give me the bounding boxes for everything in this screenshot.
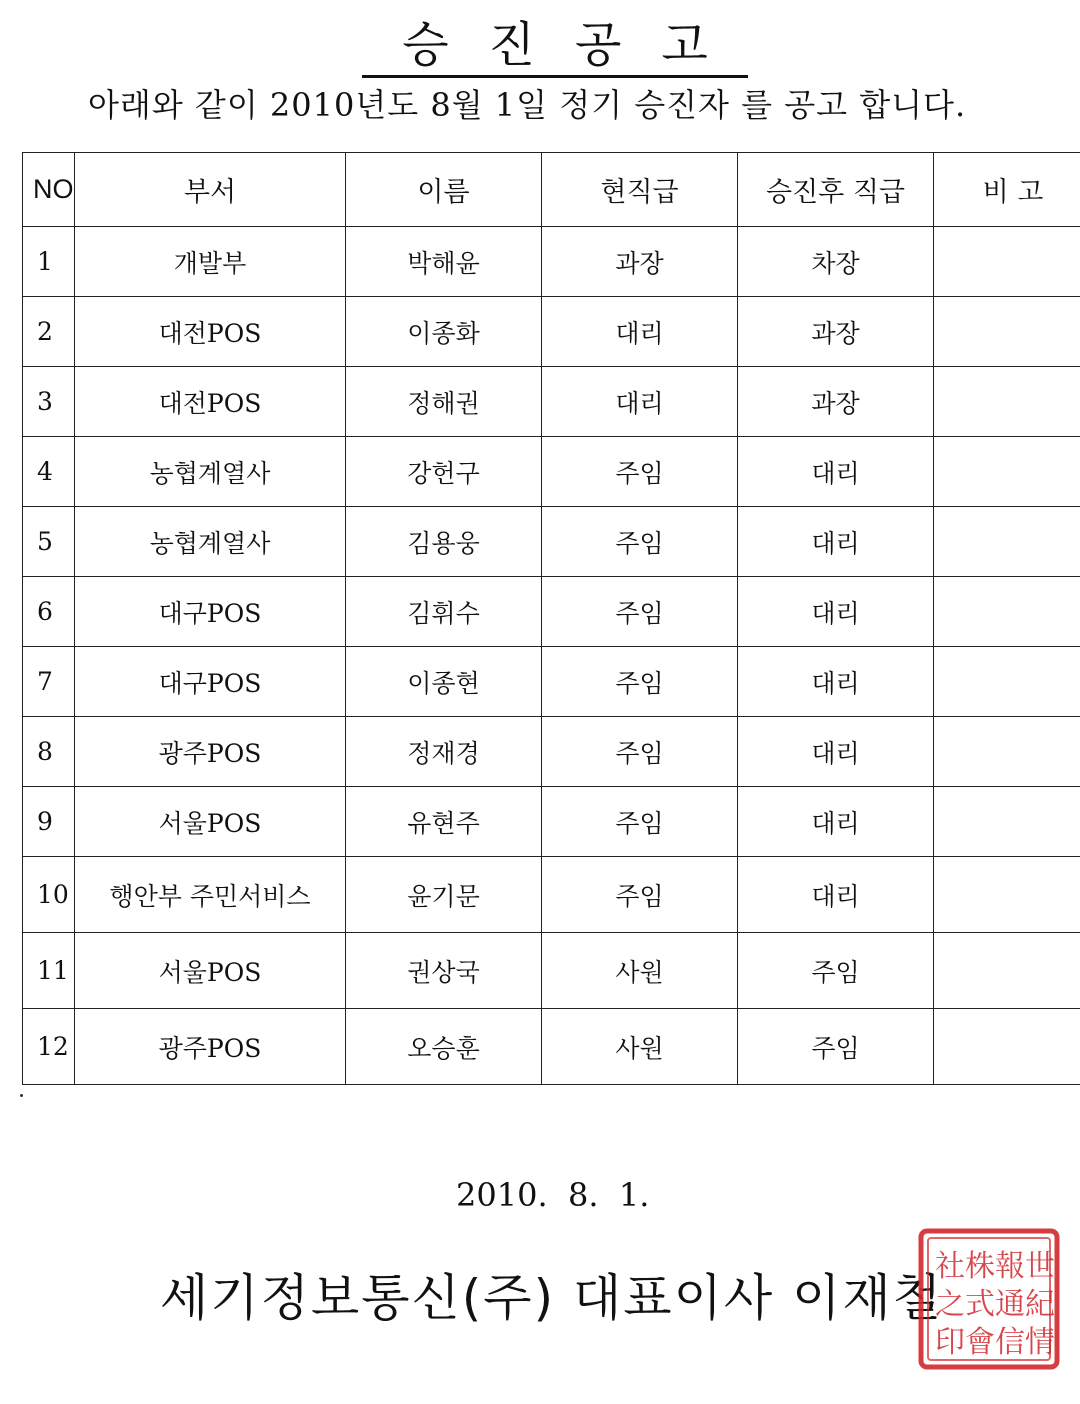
announcement-date: 2010. 8. 1. [456, 1176, 650, 1214]
table-row [23, 787, 1080, 857]
seal-glyph: 報 [995, 1249, 1025, 1284]
seal-glyph: 世 [1025, 1249, 1055, 1284]
signer-line: 세기정보통신(주) 대표이사 이재철 [160, 1269, 944, 1327]
cell-new-rank: 과장 [738, 297, 934, 367]
cell-current-rank: 주임 [542, 717, 738, 787]
table-row [23, 227, 1080, 297]
cell-remarks [934, 507, 1080, 577]
cell-no: 3 [23, 367, 75, 437]
seal-glyph: 株 [965, 1249, 995, 1284]
table-row [23, 857, 1080, 933]
cell-current-rank: 주임 [542, 787, 738, 857]
header-name: 이름 [346, 153, 542, 227]
cell-current-rank: 주임 [542, 507, 738, 577]
cell-department: 개발부 [75, 227, 346, 297]
cell-new-rank: 대리 [738, 717, 934, 787]
cell-new-rank: 대리 [738, 507, 934, 577]
table-row [23, 297, 1080, 367]
cell-current-rank: 사원 [542, 1009, 738, 1085]
cell-no: 2 [23, 297, 75, 367]
cell-no: 9 [23, 787, 75, 857]
seal-glyph: 信 [995, 1325, 1025, 1360]
cell-new-rank: 대리 [738, 437, 934, 507]
header-no: NO [23, 153, 75, 227]
cell-no: 10 [23, 857, 75, 933]
cell-name: 오승훈 [346, 1009, 542, 1085]
cell-remarks [934, 577, 1080, 647]
cell-new-rank: 주임 [738, 933, 934, 1009]
seal-glyph: 式 [965, 1287, 995, 1322]
seal-glyph: 紀 [1025, 1287, 1055, 1322]
cell-current-rank: 주임 [542, 647, 738, 717]
seal-glyph: 印 [935, 1325, 965, 1360]
cell-current-rank: 사원 [542, 933, 738, 1009]
table-row [23, 367, 1080, 437]
table-row [23, 437, 1080, 507]
seal-glyph: 通 [995, 1287, 1025, 1322]
table-row [23, 933, 1080, 1009]
document-title: 승진공고 [0, 6, 1080, 75]
cell-remarks [934, 297, 1080, 367]
cell-no: 1 [23, 227, 75, 297]
cell-new-rank: 차장 [738, 227, 934, 297]
cell-current-rank: 대리 [542, 367, 738, 437]
cell-name: 김휘수 [346, 577, 542, 647]
cell-department: 대구POS [75, 647, 346, 717]
cell-name: 정재경 [346, 717, 542, 787]
cell-department: 광주POS [75, 1009, 346, 1085]
cell-current-rank: 주임 [542, 857, 738, 933]
cell-department: 농협계열사 [75, 437, 346, 507]
cell-remarks [934, 787, 1080, 857]
cell-department: 서울POS [75, 787, 346, 857]
header-current-rank: 현직급 [542, 153, 738, 227]
table-header-row [23, 153, 1080, 227]
seal-glyph: 社 [935, 1249, 965, 1284]
cell-name: 유현주 [346, 787, 542, 857]
header-remarks: 비 고 [934, 153, 1080, 227]
cell-department: 대전POS [75, 367, 346, 437]
announcement-intro: 아래와 같이 2010년도 8월 1일 정기 승진자 를 공고 합니다. [88, 86, 967, 124]
cell-no: 5 [23, 507, 75, 577]
table-row [23, 1009, 1080, 1085]
table-row [23, 647, 1080, 717]
seal-glyph: 情 [1025, 1325, 1055, 1360]
seal-glyph: 會 [965, 1325, 995, 1360]
company-seal-stamp [918, 1228, 1060, 1370]
cell-current-rank: 과장 [542, 227, 738, 297]
table-row [23, 717, 1080, 787]
cell-name: 권상국 [346, 933, 542, 1009]
promotion-table [22, 152, 1080, 1085]
cell-new-rank: 대리 [738, 787, 934, 857]
cell-name: 윤기문 [346, 857, 542, 933]
cell-current-rank: 주임 [542, 577, 738, 647]
cell-department: 서울POS [75, 933, 346, 1009]
header-new-rank: 승진후 직급 [738, 153, 934, 227]
cell-remarks [934, 227, 1080, 297]
cell-no: 11 [23, 933, 75, 1009]
cell-no: 8 [23, 717, 75, 787]
table-row [23, 577, 1080, 647]
cell-department: 대전POS [75, 297, 346, 367]
cell-name: 이종화 [346, 297, 542, 367]
cell-remarks [934, 933, 1080, 1009]
cell-remarks [934, 857, 1080, 933]
cell-no: 12 [23, 1009, 75, 1085]
header-department: 부서 [75, 153, 346, 227]
cell-name: 정해권 [346, 367, 542, 437]
cell-name: 강헌구 [346, 437, 542, 507]
cell-no: 6 [23, 577, 75, 647]
cell-no: 7 [23, 647, 75, 717]
cell-name: 박해윤 [346, 227, 542, 297]
cell-department: 광주POS [75, 717, 346, 787]
cell-remarks [934, 647, 1080, 717]
cell-name: 이종현 [346, 647, 542, 717]
cell-new-rank: 대리 [738, 857, 934, 933]
seal-glyph: 之 [935, 1287, 965, 1322]
cell-remarks [934, 437, 1080, 507]
cell-new-rank: 과장 [738, 367, 934, 437]
cell-remarks [934, 367, 1080, 437]
cell-department: 행안부 주민서비스 [75, 857, 346, 933]
table-row [23, 507, 1080, 577]
cell-current-rank: 대리 [542, 297, 738, 367]
cell-remarks [934, 717, 1080, 787]
cell-department: 농협계열사 [75, 507, 346, 577]
cell-new-rank: 대리 [738, 577, 934, 647]
stray-dot [20, 1094, 23, 1097]
cell-new-rank: 대리 [738, 647, 934, 717]
cell-new-rank: 주임 [738, 1009, 934, 1085]
cell-no: 4 [23, 437, 75, 507]
cell-department: 대구POS [75, 577, 346, 647]
cell-name: 김용웅 [346, 507, 542, 577]
cell-current-rank: 주임 [542, 437, 738, 507]
cell-remarks [934, 1009, 1080, 1085]
